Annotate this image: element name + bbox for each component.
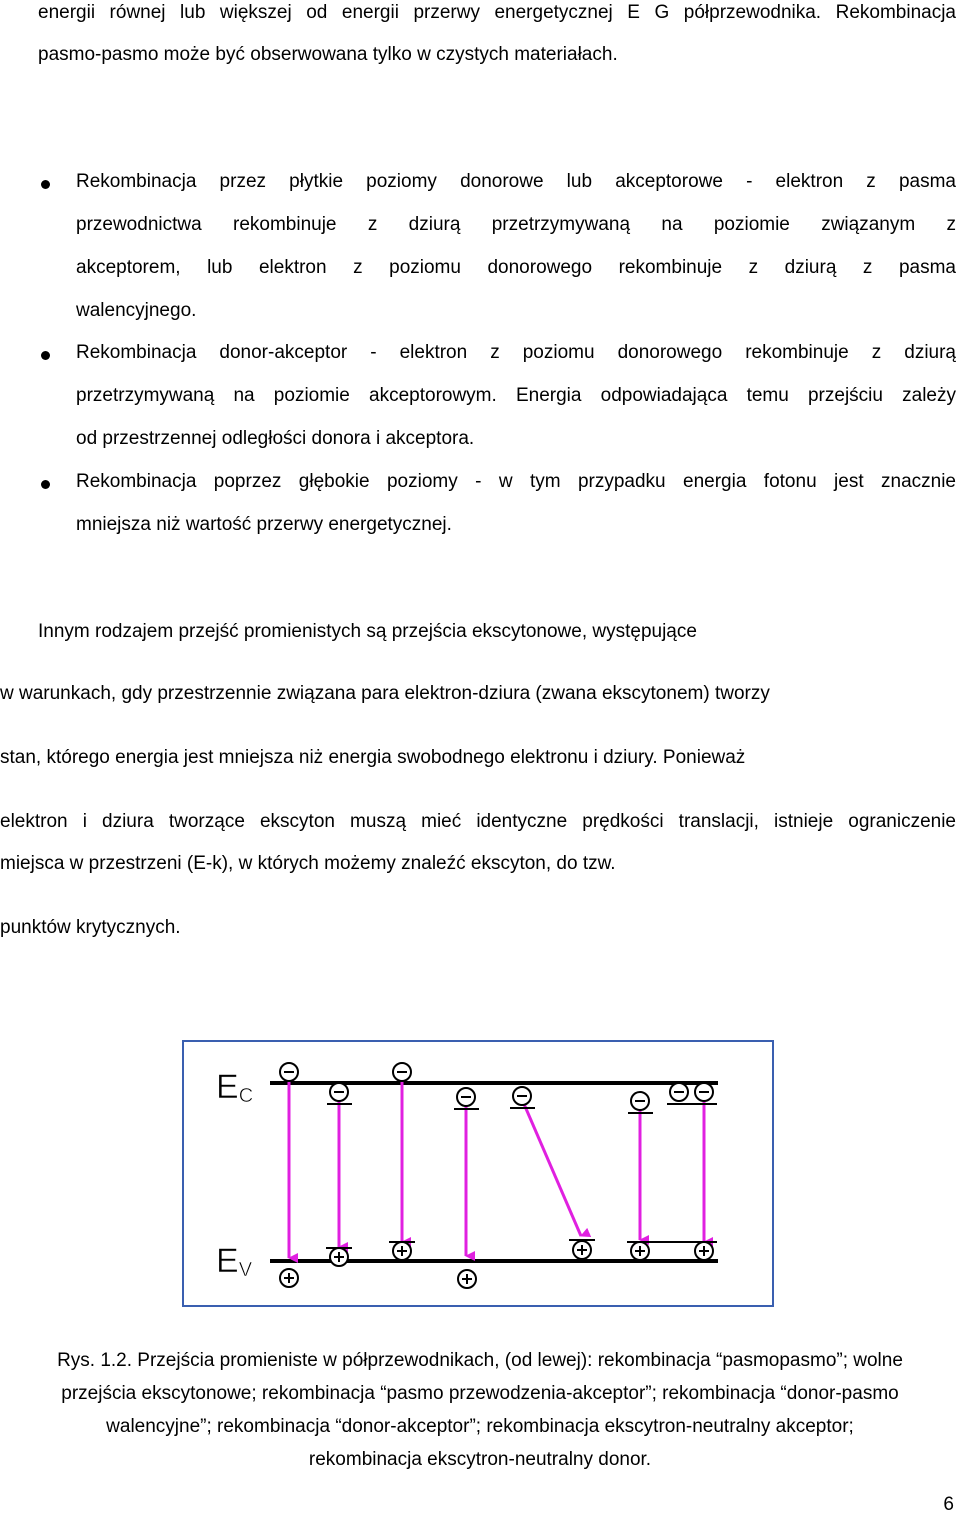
bullet-3-line-1: Rekombinacja poprzez głębokie poziomy - w tym przypadku energia fotonu jest znacznie xyxy=(76,471,956,492)
bullet-1-line-3: akceptorem, lub elektron z poziomu donorowego rekombinuje z dziurą z pasma xyxy=(76,257,956,278)
caption-line-4: rekombinacja ekscytron-neutralny donor. xyxy=(308,1449,652,1470)
recombination-diagram xyxy=(182,1040,776,1308)
hole-band-band xyxy=(280,1269,298,1287)
bullet-3-marker xyxy=(41,480,50,489)
exciton-line-4: elektron i dziura tworzące ekscyton muszą mieć identyczne prędkości translacji, istnieje ograniczenie xyxy=(0,811,956,832)
figure-frame xyxy=(183,1041,773,1306)
caption-line-1: Rys. 1.2. Przejścia promieniste w półprzewodnikach, (od lewej): rekombinacja “pasmopasmo”; wolne xyxy=(57,1350,903,1371)
electron-free-exciton xyxy=(330,1083,348,1101)
electron-donor-acceptor xyxy=(513,1087,531,1105)
bullet-3-line-2: mniejsza niż wartość przerwy energetycznej. xyxy=(76,514,452,535)
electron-exciton-donor-1 xyxy=(670,1083,688,1101)
top-line-1: energii równej lub większej od energii przerwy energetycznej E G półprzewodnika. Rekombinacja xyxy=(38,2,956,23)
caption-line-3: walencyjne”; rekombinacja “donor-akceptor”; rekombinacja ekscytron-neutralny akceptor; xyxy=(106,1416,854,1437)
exciton-line-1: Innym rodzajem przejść promienistych są przejścia ekscytonowe, występujące xyxy=(38,621,697,642)
hole-free-exciton xyxy=(330,1248,348,1266)
exciton-line-3: stan, którego energia jest mniejsza niż energia swobodnego elektronu i dziury. Ponieważ xyxy=(0,747,746,768)
ec-label: EC xyxy=(216,1068,254,1107)
bullet-1-marker xyxy=(41,180,50,189)
hole-donor-vb xyxy=(458,1270,476,1288)
bullet-1-line-4: walencyjnego. xyxy=(76,300,197,321)
ev-label: EV xyxy=(216,1242,253,1281)
bullet-2-line-1: Rekombinacja donor-akceptor - elektron z poziomu donorowego rekombinuje z dziurą xyxy=(76,342,956,363)
top-line-2: pasmo-pasmo może być obserwowana tylko w czystych materiałach. xyxy=(38,44,618,65)
electron-band-band xyxy=(280,1063,298,1081)
exciton-line-5: miejsca w przestrzeni (E-k), w których możemy znaleźć ekscyton, do tzw. xyxy=(0,853,616,874)
caption-line-2: przejścia ekscytonowe; rekombinacja “pasmo przewodzenia-akceptor”; rekombinacja “donor-pasmo xyxy=(61,1383,899,1404)
exciton-line-2: w warunkach, gdy przestrzennie związana para elektron-dziura (zwana ekscytonem) tworzy xyxy=(0,683,770,704)
electron-cb-acceptor xyxy=(393,1063,411,1081)
bullet-2-line-3: od przestrzennej odległości donora i akceptora. xyxy=(76,428,475,449)
hole-exciton-acceptor xyxy=(631,1242,649,1260)
bullet-2-line-2: przetrzymywaną na poziomie akceptorowym. Energia odpowiadająca temu przejściu zależy xyxy=(76,385,956,406)
exciton-line-6: punktów krytycznych. xyxy=(0,917,181,938)
bullet-2-marker xyxy=(41,351,50,360)
electron-donor-vb xyxy=(457,1088,475,1106)
bullet-1-line-2: przewodnictwa rekombinuje z dziurą przetrzymywaną na poziomie związanym z xyxy=(76,214,956,235)
electron-exciton-acceptor xyxy=(631,1092,649,1110)
hole-cb-acceptor xyxy=(393,1242,411,1260)
bullet-1-line-1: Rekombinacja przez płytkie poziomy donorowe lub akceptorowe - elektron z pasma xyxy=(76,171,956,192)
electron-exciton-donor-2 xyxy=(695,1083,713,1101)
hole-donor-acceptor xyxy=(573,1241,591,1259)
page-number: 6 xyxy=(943,1494,954,1515)
hole-exciton-donor xyxy=(695,1242,713,1260)
